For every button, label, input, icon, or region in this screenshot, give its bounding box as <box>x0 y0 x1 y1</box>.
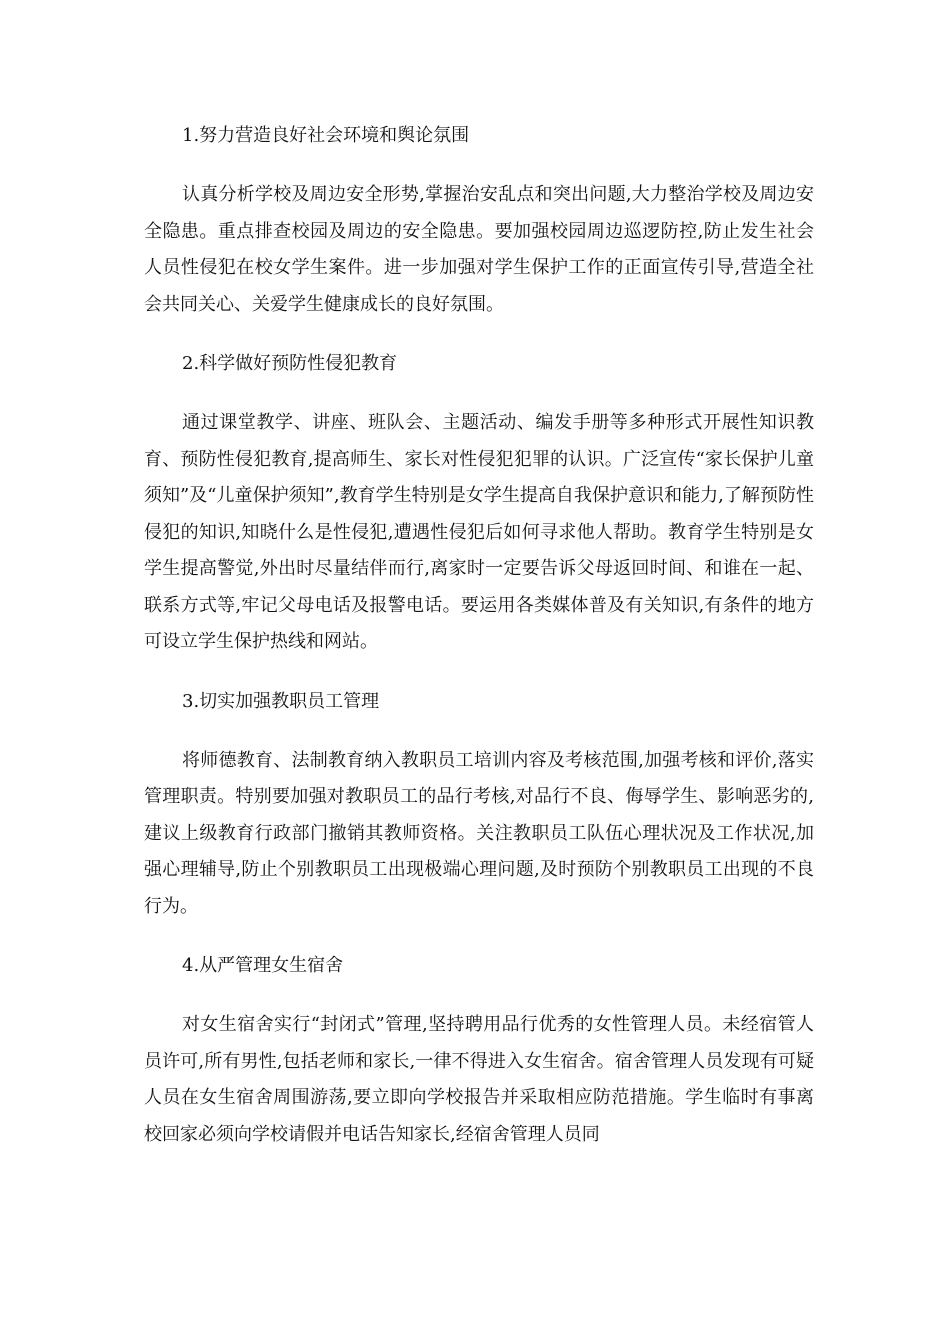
document-body <box>144 118 814 1176</box>
section-heading: 4.从严管理女生宿舍 <box>182 955 344 976</box>
section-heading: 1.努力营造良好社会环境和舆论氛围 <box>182 125 470 146</box>
section-paragraph: 对女生宿舍实行“封闭式”管理,坚持聘用品行优秀的女性管理人员。未经宿管人员许可,所有男性,包括老师和家长,一律不得进入女生宿舍。宿舍管理人员发现有可疑人员在女生宿舍周围游荡,要立即向学校报告并采取相应防范措施。学生临时有事离校回家必须向学校请假并电话告知家长,经宿舍管理人员同 <box>144 1014 814 1145</box>
section-paragraph: 将师德教育、法制教育纳入教职员工培训内容及考核范围,加强考核和评价,落实管理职责。特别要加强对教职员工的品行考核,对品行不良、侮辱学生、影响恶劣的,建议上级教育行政部门撤销其教师资格。关注教职员工队伍心理状况及工作状况,加强心理辅导,防止个别教职员工出现极端心理问题,及时预防个别教职员工出现的不良行为。 <box>144 749 814 917</box>
section-heading: 3.切实加强教职员工管理 <box>182 690 380 712</box>
section-heading: 2.科学做好预防性侵犯教育 <box>182 353 398 374</box>
section-paragraph: 认真分析学校及周边安全形势,掌握治安乱点和突出问题,大力整治学校及周边安全隐患。重点排查校园及周边的安全隐患。要加强校园周边巡逻防控,防止发生社会人员性侵犯在校女学生案件。进一步加强对学生保护工作的正面宣传引导,营造全社会共同关心、关爱学生健康成长的良好氛围。 <box>144 184 814 315</box>
section-1 <box>144 118 814 323</box>
section-paragraph: 通过课堂教学、讲座、班队会、主题活动、编发手册等多种形式开展性知识教育、预防性侵犯教育,提高师生、家长对性侵犯犯罪的认识。广泛宣传“家长保护儿童须知”及“儿童保护须知”,教育学生特别是女学生提高自我保护意识和能力,了解预防性侵犯的知识,知晓什么是性侵犯,遭遇性侵犯后如何寻求他人帮助。教育学生特别是女学生提高警觉,外出时尽量结伴而行,离家时一定要告诉父母返回时间、和谁在一起、联系方式等,牢记父母电话及报警电话。要运用各类媒体普及有关知识,有条件的地方可设立学生保护热线和网站。 <box>144 412 814 652</box>
section-3 <box>144 684 814 926</box>
section-2 <box>144 346 814 661</box>
section-4 <box>144 948 814 1153</box>
